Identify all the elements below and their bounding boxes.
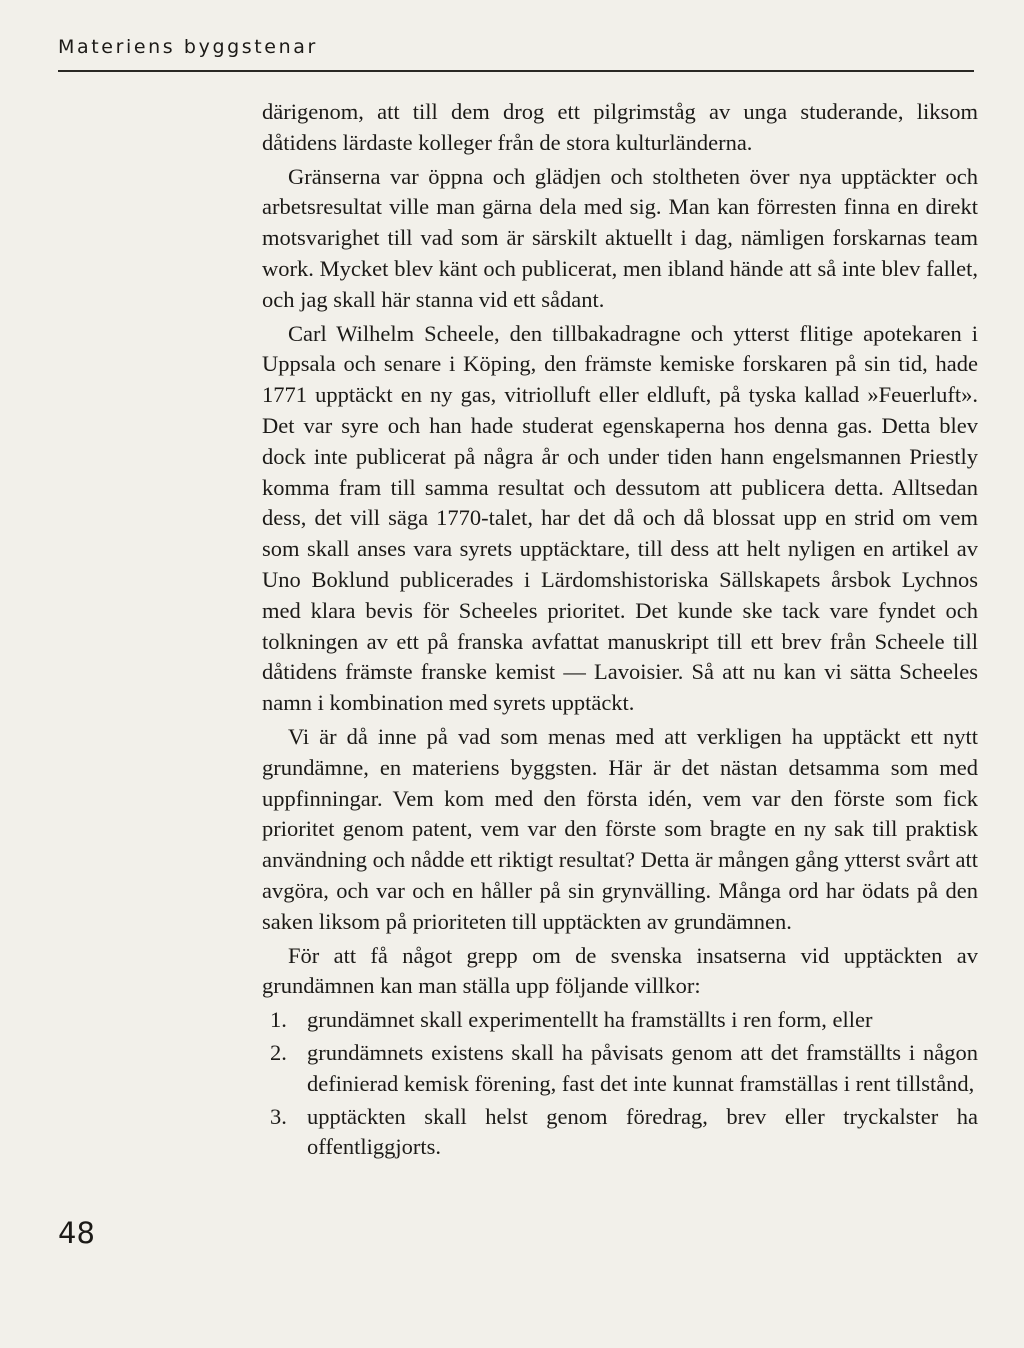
list-item-number: 1.: [270, 1007, 287, 1033]
body-text: [262, 97, 978, 1163]
conditions-list: [262, 1005, 978, 1163]
list-item: [262, 1038, 978, 1100]
list-item-number: 3.: [270, 1103, 287, 1129]
list-item-number: 2.: [270, 1039, 287, 1065]
list-item: [262, 1102, 978, 1164]
list-item-text: upptäckten skall helst genom föredrag, brev eller tryckalster ha offentliggjorts.: [307, 1103, 978, 1160]
running-head-title: Materiens byggstenar: [58, 36, 318, 58]
paragraph: För att få något grepp om de svenska insatserna vid upptäckten av grundämnen kan man ställa upp följande villkor:: [262, 942, 978, 999]
paragraph: därigenom, att till dem drog ett pilgrimståg av unga studerande, liksom dåtidens lärdaste kolleger från de stora kulturländerna.: [262, 99, 978, 155]
list-item-text: grundämnet skall experimentellt ha framställts i ren form, eller: [307, 1007, 873, 1033]
header-rule: [58, 70, 974, 72]
page-number: 48: [58, 1216, 95, 1250]
paragraph: Carl Wilhelm Scheele, den tillbakadragne och ytterst flitige apotekaren i Uppsala och senare i Köping, den främste kemiske forskaren på sin tid, hade 1771 upptäckt en ny gas, vitriolluft eller eldluft, på tyska kallad »Feuerluft». Det var syre och han hade studerat egenskaperna hos denna gas. Detta blev dock inte publicerat på några år och under tiden hann engelsmannen Priestly komma fram till samma resultat och dessutom att publicera detta. Alltsedan dess, det vill säga 1770-talet, har det då och då blossat upp en strid om vem som skall anses vara syrets upptäcktare, till dess att helt nyligen en artikel av Uno Boklund publicerades i Lärdomshistoriska Sällskapets årsbok Lychnos med klara bevis för Scheeles prioritet. Det kunde ske tack vare fyndet och tolkningen av ett på franska avfattat manuskript till ett brev från Scheele till dåtidens främste franske kemist — Lavoisier. Så att nu kan vi sätta Scheeles namn i kombination med syrets upptäckt.: [262, 320, 978, 716]
list-item-text: grundämnets existens skall ha påvisats genom att det framställts i någon definierad kemisk förening, fast det inte kunnat framställas i rent tillstånd,: [307, 1039, 978, 1096]
paragraph: Gränserna var öppna och glädjen och stoltheten över nya upptäckter och arbetsresultat ville man gärna dela med sig. Man kan förresten finna en direkt motsvarighet till vad som är särskilt aktuellt i dag, nämligen forskarnas team work. Mycket blev känt och publicerat, men ibland hände att så inte blev fallet, och jag skall här stanna vid ett sådant.: [262, 163, 978, 312]
list-item: [262, 1005, 978, 1036]
paragraph: Vi är då inne på vad som menas med att verkligen ha upptäckt ett nytt grundämne, en materiens byggsten. Här är det nästan detsamma som med uppfinningar. Vem kom med den första idén, vem var den förste som fick prioritet genom patent, vem var den förste som bragte en ny sak till praktisk användning och nådde ett riktigt resultat? Detta är mången gång ytterst svårt att avgöra, och var och en håller på sin grynvälling. Många ord har ödats på den saken liksom på prioriteten till upptäckten av grundämnen.: [262, 723, 979, 934]
